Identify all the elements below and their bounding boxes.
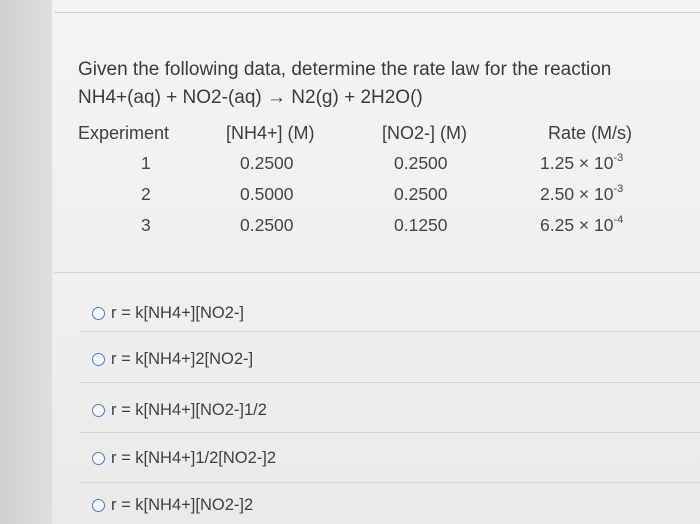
- left-margin: [0, 0, 52, 524]
- radio-button[interactable]: [92, 353, 105, 366]
- rate-base: 2.50 × 10: [540, 184, 614, 204]
- table-cell-exp: 1: [141, 153, 151, 173]
- answer-option-3[interactable]: [92, 399, 267, 421]
- header-rate: Rate (M/s): [548, 123, 633, 143]
- divider: [80, 331, 700, 332]
- rate-base: 1.25 × 10: [540, 153, 614, 173]
- table-cell-nh4: 0.2500: [240, 215, 294, 235]
- radio-button[interactable]: [92, 307, 105, 320]
- table-cell-exp: 3: [141, 215, 151, 235]
- table-cell-exp: 2: [141, 184, 151, 204]
- answer-option-2[interactable]: [92, 348, 253, 370]
- header-nh4: [NH4+] (M): [226, 123, 315, 143]
- answer-option-4[interactable]: [92, 447, 276, 469]
- table-cell-no2: 0.2500: [394, 153, 448, 173]
- reaction-equation: NH4+(aq) + NO2-(aq) → N2(g) + 2H2O(): [78, 87, 423, 108]
- table-cell-rate: [540, 184, 623, 205]
- option-label: r = k[NH4+][NO2-]2: [111, 495, 254, 514]
- header-experiment: Experiment: [78, 123, 170, 143]
- divider: [80, 432, 700, 433]
- option-label: r = k[NH4+]1/2[NO2-]2: [111, 448, 277, 467]
- radio-button[interactable]: [92, 452, 105, 465]
- question-prompt: Given the following data, determine the rate law for the reaction: [78, 59, 612, 80]
- option-label: r = k[NH4+]2[NO2-]: [111, 349, 254, 368]
- header-no2: [NO2-] (M): [382, 123, 467, 143]
- table-cell-rate: [540, 153, 623, 174]
- answer-option-5[interactable]: [92, 494, 253, 516]
- divider: [80, 482, 700, 483]
- rate-exponent: -3: [613, 152, 624, 165]
- question-text: [78, 56, 678, 112]
- table-cell-no2: 0.2500: [394, 184, 448, 204]
- table-cell-nh4: 0.5000: [240, 184, 294, 204]
- divider: [54, 12, 700, 13]
- radio-button[interactable]: [92, 499, 105, 512]
- divider: [80, 382, 700, 383]
- rate-exponent: -3: [613, 183, 624, 196]
- option-label: r = k[NH4+][NO2-]: [111, 303, 244, 322]
- table-cell-nh4: 0.2500: [240, 153, 294, 173]
- rate-base: 6.25 × 10: [540, 215, 614, 235]
- table-cell-rate: [540, 215, 623, 236]
- answer-option-1[interactable]: [92, 302, 244, 324]
- divider: [54, 272, 700, 273]
- rate-exponent: -4: [613, 214, 624, 227]
- table-cell-no2: 0.1250: [394, 215, 448, 235]
- radio-button[interactable]: [92, 404, 105, 417]
- option-label: r = k[NH4+][NO2-]1/2: [111, 400, 267, 419]
